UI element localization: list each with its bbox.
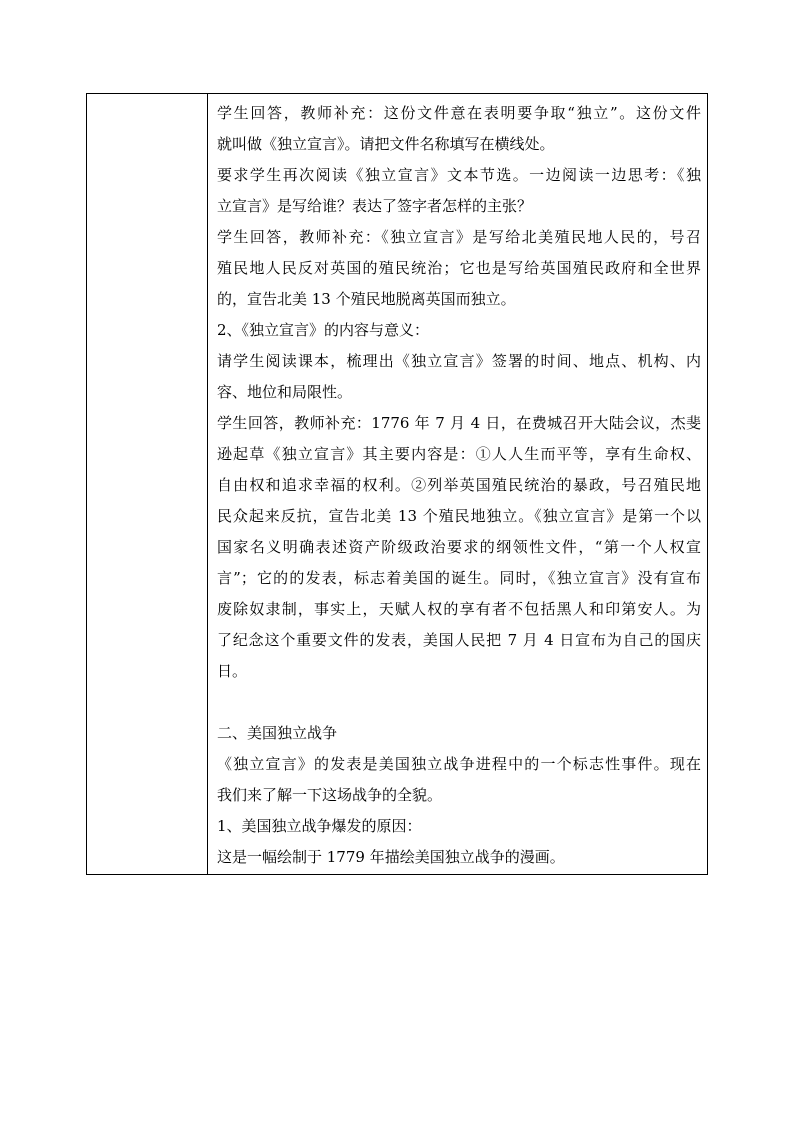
text-line: 废除奴隶制，事实上，天赋人权的享有者不包括黑人和印第安人。为 (217, 600, 701, 618)
text-line: 我们来了解一下这场战争的全貌。 (217, 786, 443, 804)
blank-line (217, 687, 701, 718)
table-left-cell (87, 94, 208, 874)
lesson-table (86, 93, 708, 875)
text-line: 国家名义明确表述资产阶级政治要求的纲领性文件，“第一个人权宣 (217, 538, 701, 556)
text-line: 学生回答，教师补充：这份文件意在表明要争取“独立”。这份文件 (217, 104, 701, 122)
text-line: 日。 (217, 662, 248, 680)
text-line: 立宣言》是写给谁？表达了签字者怎样的主张？ (217, 197, 533, 215)
text-line: 逊起草《独立宣言》其主要内容是：①人人生而平等，享有生命权、 (217, 445, 701, 463)
text-line: 殖民地人民反对英国的殖民统治；它也是写给英国殖民政府和全世界 (217, 259, 701, 277)
text-line: 请学生阅读课本，梳理出《独立宣言》签署的时间、地点、机构、内 (217, 352, 701, 370)
section-heading: 二、美国独立战争 (217, 724, 338, 742)
text-line: 了纪念这个重要文件的发表，美国人民把 7 月 4 日宣布为自己的国庆 (217, 631, 701, 649)
text-line: 要求学生再次阅读《独立宣言》文本节选。一边阅读一边思考：《独 (217, 166, 701, 184)
section-subheading: 2、《独立宣言》的内容与意义： (217, 321, 430, 339)
text-line: 自由权和追求幸福的权利。②列举英国殖民统治的暴政，号召殖民地 (217, 476, 701, 494)
text-line: 学生回答，教师补充：《独立宣言》是写给北美殖民地人民的，号召 (217, 228, 701, 246)
table-right-cell (208, 94, 707, 874)
text-line: 容、地位和局限性。 (217, 383, 353, 401)
text-line: 《独立宣言》的发表是美国独立战争进程中的一个标志性事件。现在 (217, 755, 701, 773)
text-line: 学生回答，教师补充：1776 年 7 月 4 日，在费城召开大陆会议，杰斐 (217, 414, 701, 432)
text-line: 言”；它的的发表，标志着美国的诞生。同时，《独立宣言》没有宣布 (217, 569, 701, 587)
text-line: 就叫做《独立宣言》。请把文件名称填写在横线处。 (217, 135, 555, 153)
section-subheading: 1、美国独立战争爆发的原因： (217, 817, 422, 835)
text-line: 民众起来反抗，宣告北美 13 个殖民地独立。《独立宣言》是第一个以 (217, 507, 701, 525)
text-line: 这是一幅绘制于 1779 年描绘美国独立战争的漫画。 (217, 848, 565, 866)
text-line: 的，宣告北美 13 个殖民地脱离英国而独立。 (217, 290, 516, 308)
